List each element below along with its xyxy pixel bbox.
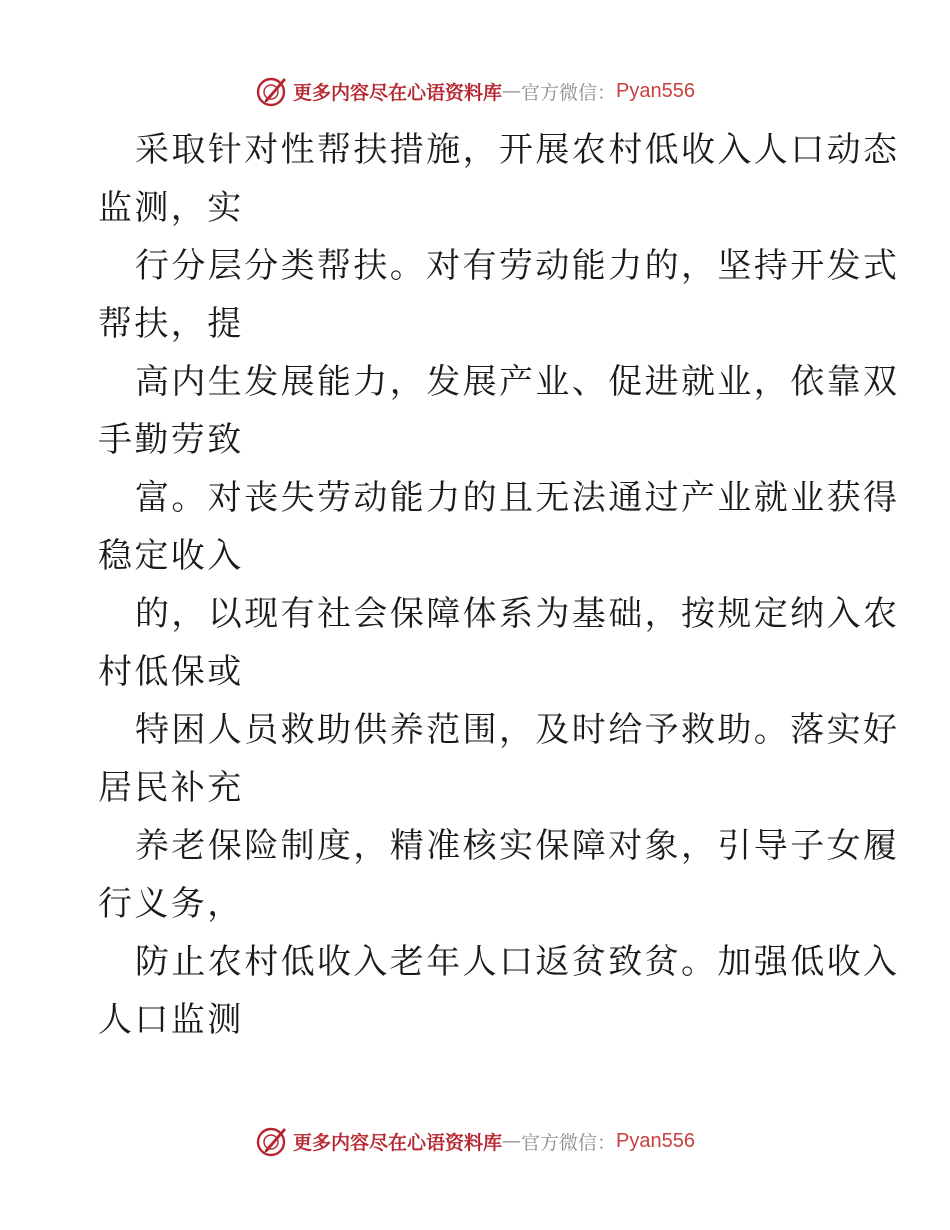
paragraph-line: 富。对丧失劳动能力的且无法通过产业就业获得 (135, 478, 900, 518)
paragraph-line: 稳定收入 (98, 536, 244, 576)
banner-promo-text: 更多内容尽在心语资料库 (293, 1131, 503, 1154)
paragraph-line: 村低保或 (98, 652, 244, 692)
paragraph-line: 采取针对性帮扶措施，开展农村低收入人口动态 (135, 130, 900, 170)
footer-banner (0, 1121, 950, 1161)
paragraph-line: 帮扶，提 (98, 304, 244, 344)
paragraph-line: 居民补充 (98, 768, 244, 808)
paragraph-line: 手勤劳致 (98, 420, 244, 460)
banner-dash: — (502, 1130, 522, 1152)
banner-dash: — (502, 80, 522, 102)
paragraph-line: 高内生发展能力，发展产业、促进就业，依靠双 (135, 362, 900, 402)
document-body (98, 121, 900, 1049)
paragraph-line: 的，以现有社会保障体系为基础，按规定纳入农 (135, 594, 900, 634)
paragraph-line: 人口监测 (98, 1000, 244, 1040)
paragraph-line: 特困人员救助供养范围，及时给予救助。落实好 (135, 710, 900, 750)
paragraph-line: 行义务， (98, 884, 244, 924)
banner-wechat-handle: Pyan556 (616, 1129, 695, 1152)
paragraph-line: 防止农村低收入老年人口返贫致贫。加强低收入 (135, 942, 900, 982)
header-banner (0, 71, 950, 111)
banner-wechat-label: 官方微信： (521, 1131, 617, 1154)
banner-promo-text: 更多内容尽在心语资料库 (293, 81, 503, 104)
paragraph-line: 行分层分类帮扶。对有劳动能力的，坚持开发式 (135, 246, 900, 286)
banner-wechat-label: 官方微信： (521, 81, 617, 104)
quill-pen-circle-icon (255, 74, 289, 108)
banner-wechat-handle: Pyan556 (616, 79, 695, 102)
paragraph-line: 养老保险制度，精准核实保障对象，引导子女履 (135, 826, 900, 866)
paragraph-line: 监测，实 (98, 188, 244, 228)
quill-pen-circle-icon (255, 1124, 289, 1158)
